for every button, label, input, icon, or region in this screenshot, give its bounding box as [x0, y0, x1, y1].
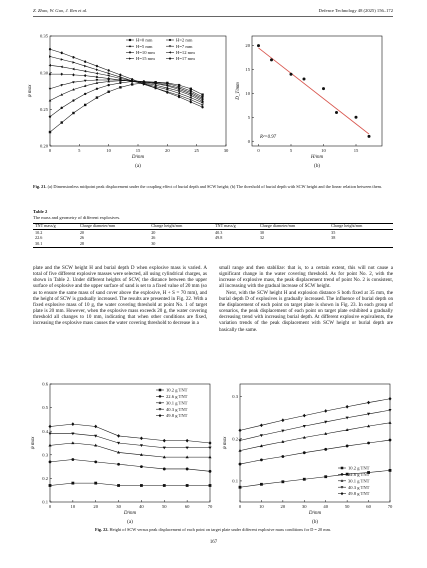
x-tick-label: 60 [366, 504, 371, 509]
table-cell [329, 241, 393, 247]
x-axis-label: D/mm [123, 511, 137, 516]
x-tick-label: 10 [106, 148, 111, 153]
fig21-caption-label: Fig. 21. [33, 184, 47, 189]
data-point [270, 58, 273, 61]
x-tick-label: 30 [116, 504, 121, 509]
data-point [72, 68, 74, 71]
data-point [49, 48, 51, 50]
data-point [169, 58, 171, 60]
data-point [94, 460, 97, 463]
data-point [186, 455, 189, 458]
y-tick-label: 0.3 [232, 394, 238, 400]
legend-label: H=12 mm [176, 50, 195, 55]
table-header-cell: Charge diameter/mm [79, 223, 116, 229]
data-point [163, 468, 166, 471]
data-point [260, 483, 263, 486]
data-point [49, 131, 51, 133]
data-point [257, 44, 260, 47]
y-tick-label: 0 [247, 138, 250, 144]
data-point [49, 484, 52, 487]
data-point [303, 414, 306, 418]
table-cell: 22.6 [35, 235, 43, 241]
y-tick-label: 0.6 [42, 381, 48, 387]
data-point [324, 409, 327, 413]
y-tick-label: 10 [245, 90, 250, 96]
legend-label: 49.8 g TNT [348, 491, 370, 497]
data-point [129, 57, 131, 59]
legend-label: 22.6 g TNT [166, 394, 188, 399]
x-tick-label: 10 [70, 504, 76, 509]
data-point [341, 473, 344, 476]
data-point [303, 478, 306, 481]
x-tick-label: 10 [259, 504, 264, 509]
data-point [239, 463, 242, 466]
legend-label: 22.6 g TNT [348, 472, 370, 477]
table-cell: 26 [79, 235, 85, 241]
data-point [84, 74, 87, 77]
legend-label: 10.2 g TNT [348, 465, 370, 471]
running-header-journal: Defence Technology 48 (2025) 156–172 [318, 8, 393, 13]
x-tick-label: 25 [194, 148, 199, 153]
data-point [367, 442, 370, 445]
x-tick-label: 0 [48, 504, 52, 509]
table-header-cell: TNT mass/g [35, 223, 56, 229]
y-axis-label: ψ max [31, 436, 36, 450]
table-cell [258, 241, 329, 247]
data-point [61, 58, 63, 61]
table-cell: 30.1 [35, 240, 43, 246]
data-point [119, 82, 121, 84]
table-cell [213, 241, 258, 247]
x-tick-label: 5 [78, 148, 81, 153]
data-point [49, 460, 52, 463]
legend-label: 40.3 g TNT [166, 406, 188, 412]
fig22-panel-b-chart [220, 380, 400, 530]
data-point [159, 414, 162, 417]
data-point [163, 439, 166, 443]
data-point [209, 484, 212, 487]
data-point [367, 401, 370, 405]
table-cell: 20 [151, 229, 156, 235]
body-column-left [33, 265, 207, 327]
data-point [84, 93, 86, 95]
data-point [355, 116, 358, 119]
data-point [190, 101, 192, 103]
data-point [94, 482, 97, 485]
data-point [49, 73, 52, 76]
y-tick-label: 0.3 [42, 452, 48, 458]
y-tick-label: 5 [247, 114, 250, 120]
x-tick-label: 15 [135, 148, 141, 153]
table-cell: 40.3 [214, 229, 223, 235]
data-point [107, 69, 109, 71]
data-point [238, 429, 241, 433]
y-tick-label: 0.35 [39, 33, 48, 39]
y-tick-label: 0.25 [39, 106, 48, 112]
x-tick-label: 40 [323, 504, 329, 509]
fig21-panel-a-chart [22, 28, 232, 168]
data-point [290, 73, 293, 76]
data-point [129, 39, 131, 41]
data-point [324, 475, 327, 478]
table-cell: 26 [151, 235, 156, 241]
y-tick-label: 20 [245, 43, 250, 49]
fig22-caption-text: Height of SCW versus peak displacement of each point on target plate under different explosive mass conditions for D = 20 mm. [108, 527, 332, 532]
data-point [140, 465, 143, 468]
data-point [108, 72, 110, 75]
data-point [129, 51, 131, 54]
data-point [71, 482, 74, 485]
body-paragraph: small range and then stabilize: that is, to a certain extent, this will not cause a significant change in the water covering threshold. As for point No. 2, with the increase of explosive mass, the peak displacement trend of point No. 2 is consistent, all increasing with the gradual increase of SCW height. [219, 265, 393, 290]
data-point [107, 74, 109, 77]
legend-label: H=5 mm [136, 43, 153, 49]
y-tick-label: 0.1 [42, 499, 48, 505]
table-cell: 28 [79, 240, 85, 246]
data-point [72, 112, 74, 114]
table-header-cell: Charge diameter/mm [259, 223, 296, 229]
data-point [169, 39, 171, 41]
running-header-authors: Z. Zhao, W. Guo, J. Ren et al. [33, 8, 88, 13]
table-header-cell: TNT mass/g [214, 223, 236, 229]
y-tick-label: 0.2 [42, 476, 48, 481]
data-point [61, 121, 63, 123]
data-point [95, 72, 97, 75]
x-tick-label: 50 [161, 504, 167, 509]
data-point [140, 436, 143, 440]
legend-label: 49.8 g TNT [166, 413, 188, 419]
y-axis-label: ψ max [28, 84, 33, 98]
y-tick-label: 0.30 [39, 70, 48, 76]
x-tick-label: 0 [238, 504, 242, 509]
data-point [389, 439, 392, 442]
x-tick-label: 20 [165, 148, 170, 153]
legend-label: H=7 mm [176, 43, 193, 49]
data-point [208, 455, 211, 458]
data-point [131, 83, 133, 85]
table2-heading [33, 209, 120, 220]
data-point [341, 492, 344, 495]
data-point [48, 425, 51, 429]
data-point [107, 84, 109, 86]
data-point [186, 484, 189, 487]
legend-label: H=0 mm [136, 37, 153, 43]
r-squared-annotation: R²=0.97 [260, 135, 276, 140]
data-point [202, 104, 204, 107]
table-cell: 32 [259, 235, 264, 241]
subfigure-label: (b) [313, 163, 321, 169]
series-line [50, 443, 210, 457]
data-point [72, 56, 74, 58]
data-point [324, 448, 327, 451]
x-tick-label: 0 [257, 148, 260, 153]
x-tick-label: 30 [301, 504, 307, 509]
data-point [201, 93, 203, 95]
table-row [33, 241, 393, 247]
body-column-right [219, 265, 393, 333]
data-point [96, 65, 98, 67]
data-point [117, 484, 120, 487]
data-point [303, 78, 306, 81]
page-number: 167 [209, 540, 218, 545]
body-paragraph: Next, with the SCW height H and explosion distance S both fixed at 35 mm, the burial depth D of explosives is gradually increased. The influence of burial depth on the displacement of each point on target plate is shown in Fig. 23. In each group of scenarios, the peak displacement of each point on target plate exhibited a gradually decreasing trend with increasing burial depth. At different explosive equivalents, the variation trends of the peak displacement with SCW height or burial depth are basically the same. [219, 289, 393, 333]
data-point [368, 135, 371, 138]
data-point [303, 451, 306, 454]
legend-label: 40.3 g TNT [348, 484, 370, 490]
data-point [260, 423, 263, 427]
data-point [60, 73, 63, 76]
data-point [159, 395, 162, 398]
data-point [388, 421, 391, 424]
fig22-caption-label: Fig. 22. [94, 527, 109, 532]
table-cell: 49.8 [214, 235, 223, 241]
data-point [119, 86, 121, 88]
data-point [140, 484, 143, 487]
data-point [107, 91, 109, 93]
x-axis-label: D/mm [131, 155, 145, 160]
data-point [84, 104, 86, 106]
table-cell: 10.2 [35, 229, 43, 235]
legend-label: H=17 mm [176, 56, 195, 62]
data-point [208, 447, 211, 450]
data-point [117, 434, 120, 438]
fig22-panel-a-chart [28, 380, 218, 530]
data-point [163, 484, 166, 487]
data-point [281, 418, 284, 422]
data-point [84, 65, 86, 68]
table2-title: Table 2 [33, 209, 48, 214]
legend-label: 30.1 g TNT [348, 478, 370, 484]
subfigure-label: (a) [135, 163, 141, 169]
fit-line [259, 48, 370, 134]
data-point [49, 115, 51, 117]
data-point [49, 88, 52, 90]
subfigure-label: (a) [127, 519, 133, 525]
y-tick-label: 0.20 [39, 143, 48, 149]
data-point [346, 445, 349, 448]
data-point [73, 61, 75, 64]
x-tick-label: 15 [353, 148, 359, 153]
table-cell: 38 [331, 235, 336, 241]
table2-subtitle: The mass and geometry of different explosives. [33, 214, 121, 220]
x-tick-label: 50 [344, 504, 350, 509]
data-point [71, 458, 74, 461]
data-point [60, 65, 62, 68]
table-cell: 20 [79, 229, 85, 235]
data-point [238, 439, 241, 442]
body-paragraph: plate and the SCW height H and burial depth D when explosive mass is varied. A total of five different explosive masses were selected, all using cylindrical charges, as shown in Table 2. Under different heights of SCW, the distance between the upper surface of explosive and the upper surface of sand is set to a fixed value of 20 mm (so as to ensure the same mass of sand cover above the explosive, H + S = 70 mm), and the height of SCW is gradually increased. The results are presented in Fig. 22. With a fixed explosive mass of 10 g, the water covering threshold at point No. 1 of target plate is 20 mm. However, when the explosive mass exceeds 20 g, the water covering threshold all changes to 10 mm, indicating that when other conditions are fixed, increasing the explosive mass causes the water covering threshold to decrease in a [33, 265, 207, 327]
table-cell: 30 [151, 240, 156, 246]
data-point [117, 463, 120, 466]
x-tick-label: 0 [48, 148, 52, 153]
x-tick-label: 70 [207, 504, 213, 509]
header-rule [33, 16, 393, 17]
data-point [260, 458, 263, 461]
y-tick-label: 0.4 [42, 428, 48, 434]
data-point [96, 96, 98, 98]
table-cell: 35 [331, 229, 336, 235]
fig21-caption-text: (a) Dimensionless midpoint peak displacement under the coupling effect of burial depth and SCW height; (b) The threshold of burial depth with SCW height and the linear relation between them. [46, 184, 383, 189]
fig21-panel-b-chart [232, 28, 392, 168]
data-point [239, 486, 242, 489]
data-point [346, 405, 349, 409]
x-tick-label: 70 [387, 504, 393, 509]
data-point [48, 432, 51, 435]
y-axis-label: D_T/mm [236, 82, 241, 100]
data-point [281, 480, 284, 483]
table2 [33, 223, 393, 248]
fig22-caption [33, 527, 393, 532]
y-tick-label: 0.5 [42, 405, 48, 411]
x-tick-label: 20 [280, 504, 286, 509]
data-point [159, 389, 162, 392]
fig21-caption [33, 184, 393, 189]
data-point [341, 467, 344, 470]
data-point [388, 397, 391, 401]
data-point [209, 470, 212, 473]
data-point [335, 111, 338, 114]
data-point [71, 441, 74, 444]
data-point [322, 87, 325, 90]
data-point [186, 468, 189, 471]
x-tick-label: 10 [321, 148, 326, 153]
data-point [96, 68, 98, 71]
x-axis-label: H/mm [310, 155, 324, 160]
data-point [119, 74, 121, 76]
y-axis-label: ψ max [223, 436, 228, 450]
data-point [72, 73, 75, 76]
x-tick-label: 20 [93, 504, 99, 509]
table-cell: 30 [259, 229, 264, 235]
data-point [96, 76, 99, 79]
y-tick-label: 0.2 [232, 436, 238, 442]
table-header-cell: Charge height/mm [151, 223, 183, 229]
data-point [163, 447, 166, 450]
data-point [190, 88, 192, 90]
data-point [186, 447, 189, 450]
legend-label: H=2 mm [176, 37, 193, 43]
legend-label: 10.2 g TNT [166, 387, 188, 393]
x-axis-label: D/mm [308, 511, 322, 516]
data-point [61, 52, 63, 54]
data-point [84, 70, 86, 73]
legend-label: H=10 mm [136, 50, 155, 55]
data-point [389, 469, 392, 472]
data-point [208, 441, 211, 445]
legend-label: H=15 mm [136, 56, 155, 62]
data-point [169, 51, 171, 53]
data-point [201, 106, 203, 108]
data-point [96, 88, 98, 90]
y-tick-label: 0.1 [232, 478, 238, 484]
table-header-cell: Charge height/mm [331, 223, 363, 229]
data-point [94, 425, 97, 429]
data-point [71, 422, 74, 426]
data-point [190, 98, 192, 101]
data-point [61, 107, 63, 109]
x-tick-label: 40 [139, 504, 144, 509]
data-point [186, 439, 189, 443]
legend-label: 30.1 g TNT [166, 400, 188, 406]
subfigure-label: (b) [311, 519, 319, 525]
x-tick-label: 30 [223, 148, 229, 153]
data-point [281, 455, 284, 458]
data-point [72, 99, 74, 101]
x-tick-label: 60 [184, 504, 190, 509]
y-tick-label: 15 [245, 67, 250, 73]
data-point [84, 60, 86, 62]
x-tick-label: 5 [289, 148, 293, 153]
